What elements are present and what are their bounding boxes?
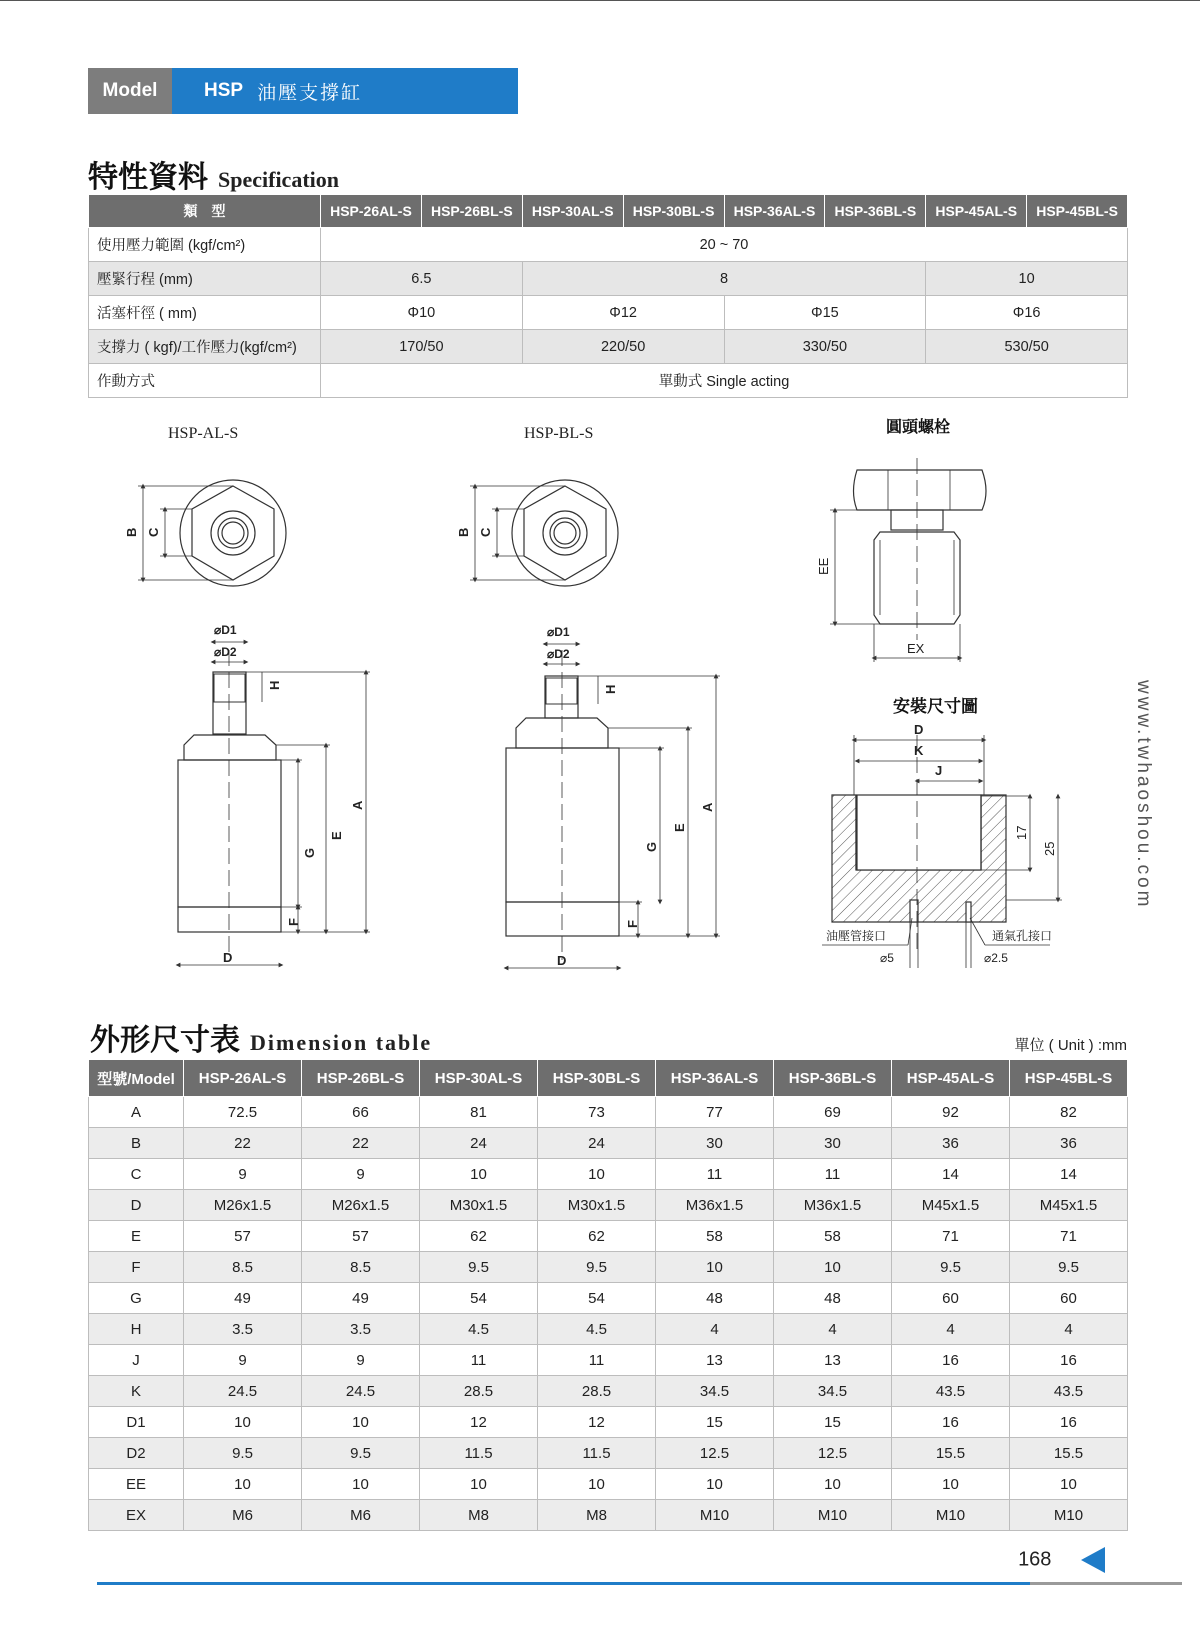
install-drawing <box>822 696 1062 968</box>
table-cell: 16 <box>892 1407 1010 1438</box>
table-cell: 9 <box>184 1345 302 1376</box>
model-code: HSP <box>204 80 244 101</box>
dim-model-col: HSP-30AL-S <box>420 1060 538 1097</box>
spec-model-col: HSP-30BL-S <box>623 195 724 228</box>
table-cell: 62 <box>420 1221 538 1252</box>
table-cell: 34.5 <box>656 1376 774 1407</box>
row-label: 壓緊行程 (mm) <box>89 262 321 296</box>
table-cell: 48 <box>656 1283 774 1314</box>
dim-label-d: D <box>223 950 233 965</box>
spec-model-col: HSP-26AL-S <box>321 195 422 228</box>
table-cell: M26x1.5 <box>184 1190 302 1221</box>
al-side-view <box>178 623 370 965</box>
dimension-section-title <box>90 1015 432 1059</box>
cell: 單動式 Single acting <box>321 364 1128 398</box>
table-cell: 49 <box>184 1283 302 1314</box>
dim-label-k: K <box>914 743 924 758</box>
table-cell: 30 <box>774 1128 892 1159</box>
spec-model-col: HSP-36AL-S <box>724 195 825 228</box>
table-row <box>89 1252 1128 1283</box>
table-cell: 30 <box>656 1128 774 1159</box>
table-cell: 9.5 <box>420 1252 538 1283</box>
table-row <box>89 1500 1128 1531</box>
table-cell: 9 <box>302 1345 420 1376</box>
spec-title-cn: 特性資料 <box>88 160 208 195</box>
table-cell: 10 <box>892 1469 1010 1500</box>
table-cell: M6 <box>184 1500 302 1531</box>
table-cell: 16 <box>1010 1345 1128 1376</box>
table-cell: 57 <box>302 1221 420 1252</box>
row-label: D <box>89 1190 184 1221</box>
table-cell: 54 <box>538 1283 656 1314</box>
side-url: www.twhaoshou.com <box>1133 680 1154 910</box>
table-row <box>89 1314 1128 1345</box>
row-label: A <box>89 1097 184 1128</box>
dim-header-row <box>89 1060 1128 1097</box>
model-label: Model <box>88 68 172 114</box>
oil-dia-label: ⌀5 <box>880 951 894 965</box>
table-row <box>89 1283 1128 1314</box>
page-number <box>1018 1545 1107 1575</box>
bl-drawing <box>456 425 720 968</box>
table-cell: 16 <box>892 1345 1010 1376</box>
table-cell: 57 <box>184 1221 302 1252</box>
dim-label-e: E <box>329 831 344 840</box>
dim-label-b: B <box>124 527 139 537</box>
cell: 330/50 <box>724 330 926 364</box>
table-cell: M45x1.5 <box>892 1190 1010 1221</box>
table-cell: 69 <box>774 1097 892 1128</box>
cell: 8 <box>522 262 926 296</box>
table-cell: 10 <box>538 1159 656 1190</box>
spec-model-col: HSP-45AL-S <box>926 195 1027 228</box>
dim-label-g: G <box>644 841 659 852</box>
bolt-drawing <box>816 417 986 662</box>
table-cell: 9.5 <box>1010 1252 1128 1283</box>
dim-model-col: HSP-26AL-S <box>184 1060 302 1097</box>
table-cell: M26x1.5 <box>302 1190 420 1221</box>
table-cell: 13 <box>774 1345 892 1376</box>
table-cell: 28.5 <box>420 1376 538 1407</box>
dim-header-first: 型號/Model <box>89 1060 184 1097</box>
cell: Φ10 <box>321 296 523 330</box>
table-cell: 4.5 <box>538 1314 656 1345</box>
table-cell: M6 <box>302 1500 420 1531</box>
dim-label-d2: ⌀D2 <box>214 645 237 659</box>
table-cell: 10 <box>774 1252 892 1283</box>
dim-label-f: F <box>625 920 640 928</box>
table-cell: 14 <box>892 1159 1010 1190</box>
table-cell: 71 <box>1010 1221 1128 1252</box>
dim-label-install-d: D <box>914 722 924 737</box>
table-cell: 8.5 <box>302 1252 420 1283</box>
table-cell: 12.5 <box>656 1438 774 1469</box>
row-label: 支撐力 ( kgf)/工作壓力(kgf/cm²) <box>89 330 321 364</box>
row-label: H <box>89 1314 184 1345</box>
table-row <box>89 1407 1128 1438</box>
dim-label-ee: EE <box>816 557 831 575</box>
table-cell: 73 <box>538 1097 656 1128</box>
table-cell: 34.5 <box>774 1376 892 1407</box>
row-label: C <box>89 1159 184 1190</box>
table-cell: M30x1.5 <box>420 1190 538 1221</box>
bl-top-view <box>456 480 618 586</box>
spec-title-en: Specification <box>218 167 339 192</box>
table-row <box>89 1345 1128 1376</box>
row-label: F <box>89 1252 184 1283</box>
dim-label-ex: EX <box>907 641 925 656</box>
table-cell: 11 <box>774 1159 892 1190</box>
table-cell: 60 <box>1010 1283 1128 1314</box>
table-cell: M45x1.5 <box>1010 1190 1128 1221</box>
table-cell: 4 <box>774 1314 892 1345</box>
row-label: EE <box>89 1469 184 1500</box>
table-row <box>89 1159 1128 1190</box>
dim-table-body <box>89 1097 1128 1531</box>
dim-label-d1: ⌀D1 <box>547 625 570 639</box>
row-label: J <box>89 1345 184 1376</box>
oil-port-label: 油壓管接口 <box>826 929 887 943</box>
table-cell: 72.5 <box>184 1097 302 1128</box>
bottom-rule <box>97 1582 1182 1585</box>
table-cell: 12 <box>420 1407 538 1438</box>
table-cell: 10 <box>420 1469 538 1500</box>
dim-model-col: HSP-45AL-S <box>892 1060 1010 1097</box>
table-cell: M8 <box>538 1500 656 1531</box>
table-row <box>89 1221 1128 1252</box>
table-cell: 15 <box>774 1407 892 1438</box>
spec-model-col: HSP-26BL-S <box>421 195 522 228</box>
table-cell: 12 <box>538 1407 656 1438</box>
table-row <box>89 1190 1128 1221</box>
table-cell: 36 <box>1010 1128 1128 1159</box>
row-label: EX <box>89 1500 184 1531</box>
al-title: HSP-AL-S <box>168 425 239 442</box>
unit-note: 單位 ( Unit ) :mm <box>1014 1037 1127 1054</box>
dim-label-d: D <box>557 953 567 968</box>
table-cell: 24 <box>538 1128 656 1159</box>
table-cell: 4 <box>892 1314 1010 1345</box>
table-row <box>89 1469 1128 1500</box>
table-cell: 10 <box>184 1469 302 1500</box>
table-cell: 11 <box>538 1345 656 1376</box>
table-cell: 11.5 <box>420 1438 538 1469</box>
table-row <box>89 1376 1128 1407</box>
table-row <box>89 1097 1128 1128</box>
dim-label-c: C <box>478 527 493 537</box>
table-cell: 9.5 <box>892 1252 1010 1283</box>
dim-label-e: E <box>672 823 687 832</box>
bolt-title: 圓頭螺栓 <box>886 419 951 436</box>
row-label: D2 <box>89 1438 184 1469</box>
row-label: D1 <box>89 1407 184 1438</box>
bl-side-view <box>506 625 720 968</box>
spec-model-col: HSP-36BL-S <box>825 195 926 228</box>
cell: 10 <box>926 262 1128 296</box>
table-cell: 4 <box>656 1314 774 1345</box>
type-header: 類 型 <box>89 195 321 228</box>
table-cell: M30x1.5 <box>538 1190 656 1221</box>
table-cell: 24.5 <box>302 1376 420 1407</box>
table-cell: 9 <box>302 1159 420 1190</box>
table-cell: 24.5 <box>184 1376 302 1407</box>
cell: Φ15 <box>724 296 926 330</box>
table-cell: 54 <box>420 1283 538 1314</box>
table-cell: 82 <box>1010 1097 1128 1128</box>
table-cell: 9.5 <box>538 1252 656 1283</box>
row-label: 活塞杆徑 ( mm) <box>89 296 321 330</box>
dim-label-d2: ⌀D2 <box>547 647 570 661</box>
table-cell: 10 <box>302 1469 420 1500</box>
dim-label-a: A <box>350 800 365 810</box>
dim-title-cn: 外形尺寸表 <box>90 1023 240 1058</box>
install-title: 安裝尺寸圖 <box>893 697 978 716</box>
table-cell: 15.5 <box>1010 1438 1128 1469</box>
dim-label-j: J <box>935 763 943 778</box>
table-cell: 4.5 <box>420 1314 538 1345</box>
table-cell: 28.5 <box>538 1376 656 1407</box>
dim-label-17: 17 <box>1014 825 1029 840</box>
cell: 530/50 <box>926 330 1128 364</box>
table-cell: 12.5 <box>774 1438 892 1469</box>
table-cell: 92 <box>892 1097 1010 1128</box>
table-cell: 66 <box>302 1097 420 1128</box>
table-cell: 10 <box>656 1469 774 1500</box>
table-cell: M10 <box>892 1500 1010 1531</box>
cell: 6.5 <box>321 262 523 296</box>
cell: 220/50 <box>522 330 724 364</box>
table-cell: 24 <box>420 1128 538 1159</box>
prev-page-arrow-icon <box>1079 1545 1107 1575</box>
table-cell: 49 <box>302 1283 420 1314</box>
table-cell: 11 <box>420 1345 538 1376</box>
dim-model-col: HSP-26BL-S <box>302 1060 420 1097</box>
row-label: B <box>89 1128 184 1159</box>
table-cell: 3.5 <box>302 1314 420 1345</box>
table-cell: 22 <box>184 1128 302 1159</box>
row-label: 作動方式 <box>89 364 321 398</box>
dim-label-c: C <box>146 527 161 537</box>
spec-model-col: HSP-45BL-S <box>1027 195 1128 228</box>
product-name: 油壓支撐缸 <box>257 82 363 104</box>
dimension-table <box>88 1059 1128 1531</box>
table-cell: 22 <box>302 1128 420 1159</box>
table-cell: 3.5 <box>184 1314 302 1345</box>
dim-label-f: F <box>286 918 301 926</box>
table-cell: 43.5 <box>892 1376 1010 1407</box>
cell: 20 ~ 70 <box>321 228 1128 262</box>
al-drawing <box>124 425 370 965</box>
table-cell: 9 <box>184 1159 302 1190</box>
table-cell: 10 <box>538 1469 656 1500</box>
table-cell: 62 <box>538 1221 656 1252</box>
table-cell: M8 <box>420 1500 538 1531</box>
table-cell: 10 <box>774 1469 892 1500</box>
table-row <box>89 1438 1128 1469</box>
table-cell: 10 <box>302 1407 420 1438</box>
table-cell: M10 <box>656 1500 774 1531</box>
dim-model-col: HSP-30BL-S <box>538 1060 656 1097</box>
row-label: G <box>89 1283 184 1314</box>
table-cell: 58 <box>656 1221 774 1252</box>
dim-label-d1: ⌀D1 <box>214 623 237 637</box>
table-cell: 15 <box>656 1407 774 1438</box>
dim-label-a: A <box>700 802 715 812</box>
table-cell: 77 <box>656 1097 774 1128</box>
table-cell: 11 <box>656 1159 774 1190</box>
spec-model-col: HSP-30AL-S <box>522 195 623 228</box>
row-label: K <box>89 1376 184 1407</box>
table-cell: 10 <box>1010 1469 1128 1500</box>
dim-title-en: Dimension table <box>250 1030 433 1055</box>
row-label: E <box>89 1221 184 1252</box>
al-top-view <box>124 480 286 586</box>
table-cell: 81 <box>420 1097 538 1128</box>
table-cell: 9.5 <box>184 1438 302 1469</box>
dim-model-col: HSP-36AL-S <box>656 1060 774 1097</box>
table-cell: 10 <box>656 1252 774 1283</box>
dim-label-b: B <box>456 527 471 537</box>
table-cell: 16 <box>1010 1407 1128 1438</box>
table-cell: M10 <box>1010 1500 1128 1531</box>
vent-dia-label: ⌀2.5 <box>984 951 1008 965</box>
table-cell: 13 <box>656 1345 774 1376</box>
page-number-text: 168 <box>1018 1548 1052 1571</box>
cell: Φ16 <box>926 296 1128 330</box>
table-cell: 43.5 <box>1010 1376 1128 1407</box>
bl-title: HSP-BL-S <box>524 425 594 442</box>
dim-model-col: HSP-45BL-S <box>1010 1060 1128 1097</box>
dim-label-25: 25 <box>1042 841 1057 856</box>
table-cell: 14 <box>1010 1159 1128 1190</box>
table-cell: 15.5 <box>892 1438 1010 1469</box>
vent-port-label: 通氣孔接口 <box>992 929 1053 943</box>
row-label: 使用壓力範圍 (kgf/cm²) <box>89 228 321 262</box>
table-cell: 58 <box>774 1221 892 1252</box>
table-cell: 4 <box>1010 1314 1128 1345</box>
table-cell: 48 <box>774 1283 892 1314</box>
table-cell: 8.5 <box>184 1252 302 1283</box>
table-cell: 9.5 <box>302 1438 420 1469</box>
table-cell: 71 <box>892 1221 1010 1252</box>
dim-label-h: H <box>267 680 282 690</box>
table-cell: 36 <box>892 1128 1010 1159</box>
cell: 170/50 <box>321 330 523 364</box>
table-cell: 10 <box>420 1159 538 1190</box>
dim-label-g: G <box>302 847 317 858</box>
cell: Φ12 <box>522 296 724 330</box>
table-cell: M36x1.5 <box>774 1190 892 1221</box>
table-row <box>89 1128 1128 1159</box>
dim-label-h: H <box>603 684 618 694</box>
table-cell: M36x1.5 <box>656 1190 774 1221</box>
table-cell: 11.5 <box>538 1438 656 1469</box>
table-cell: M10 <box>774 1500 892 1531</box>
table-cell: 60 <box>892 1283 1010 1314</box>
table-cell: 10 <box>184 1407 302 1438</box>
dim-model-col: HSP-36BL-S <box>774 1060 892 1097</box>
